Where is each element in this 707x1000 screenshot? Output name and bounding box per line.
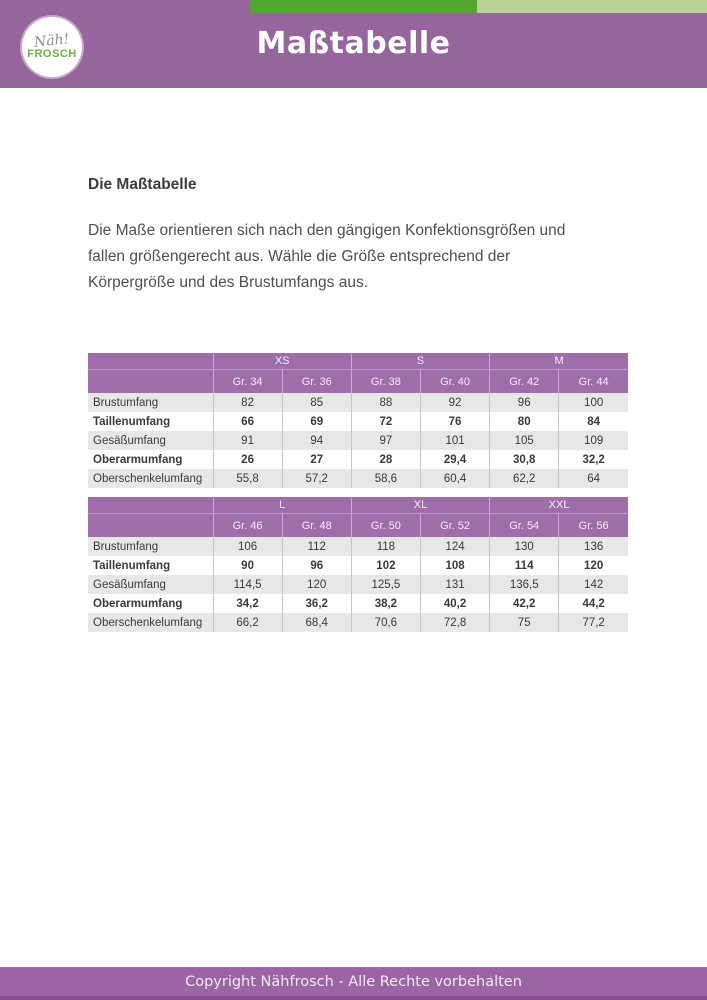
value-cell: 96 [490,393,559,412]
row-label: Oberarmumfang [93,597,183,610]
section-heading: Die Maßtabelle [88,176,197,193]
size-group-l: L [213,497,351,514]
page-header [0,0,707,88]
intro-paragraph: Die Maße orientieren sich nach den gängigen Konfektionsgrößen und fallen größengerecht aus. Wähle die Größe entsprechend der Körpergröße und des Brustumfangs aus. [88,222,566,291]
value-cell: 142 [559,575,628,594]
row-label: Taillenumfang [93,559,171,572]
size-header-cell: Gr. 38 [351,370,420,394]
size-group-xs: XS [213,353,351,370]
value-cell: 66 [213,412,282,431]
value-cell: 102 [351,556,420,575]
value-cell: 90 [213,556,282,575]
value-cell: 120 [282,575,351,594]
size-header-cell: Gr. 44 [559,370,628,394]
value-cell: 44,2 [559,594,628,613]
corner-cell [88,514,213,538]
value-cell: 94 [282,431,351,450]
row-label: Gesäßumfang [93,434,166,447]
value-cell: 62,2 [490,469,559,488]
measurement-table-1 [88,353,628,488]
row-label: Brustumfang [93,396,159,409]
size-group-m: M [490,353,628,370]
value-cell: 72,8 [420,613,489,632]
table-row [88,469,628,488]
value-cell: 60,4 [420,469,489,488]
value-cell: 136,5 [490,575,559,594]
corner-cell [88,497,213,514]
size-header-cell: Gr. 52 [420,514,489,538]
value-cell: 108 [420,556,489,575]
table-row [88,594,628,613]
table-row [88,556,628,575]
value-cell: 120 [559,556,628,575]
logo-script-text: Näh! [33,31,71,51]
value-cell: 29,4 [420,450,489,469]
table-row [88,613,628,632]
corner-cell [88,353,213,370]
value-cell: 92 [420,393,489,412]
value-cell: 66,2 [213,613,282,632]
logo-brand-text: FROSCH [27,48,77,60]
row-label: Oberschenkelumfang [93,616,203,629]
size-header-cell: Gr. 46 [213,514,282,538]
value-cell: 30,8 [490,450,559,469]
value-cell: 85 [282,393,351,412]
value-cell: 77,2 [559,613,628,632]
value-cell: 27 [282,450,351,469]
value-cell: 38,2 [351,594,420,613]
value-cell: 75 [490,613,559,632]
value-cell: 28 [351,450,420,469]
value-cell: 72 [351,412,420,431]
size-header-cell: Gr. 48 [282,514,351,538]
size-header-cell: Gr. 50 [351,514,420,538]
value-cell: 101 [420,431,489,450]
value-cell: 57,2 [282,469,351,488]
value-cell: 68,4 [282,613,351,632]
value-cell: 76 [420,412,489,431]
value-cell: 130 [490,537,559,556]
value-cell: 131 [420,575,489,594]
header-accent-bar [250,0,707,13]
value-cell: 55,8 [213,469,282,488]
value-cell: 118 [351,537,420,556]
value-cell: 40,2 [420,594,489,613]
size-group-s: S [351,353,489,370]
value-cell: 114 [490,556,559,575]
value-cell: 96 [282,556,351,575]
row-label: Taillenumfang [93,415,171,428]
header-accent-dark-green [250,0,477,13]
value-cell: 114,5 [213,575,282,594]
table-row [88,575,628,594]
table-row [88,393,628,412]
size-group-row [88,497,628,514]
size-group-xl: XL [351,497,489,514]
copyright-text: Copyright Nähfrosch - Alle Rechte vorbehalten [185,973,522,990]
table-row [88,412,628,431]
row-label: Oberschenkelumfang [93,472,203,485]
table-row [88,537,628,556]
value-cell: 105 [490,431,559,450]
corner-cell [88,370,213,394]
size-header-cell: Gr. 54 [490,514,559,538]
value-cell: 34,2 [213,594,282,613]
table-row [88,450,628,469]
value-cell: 91 [213,431,282,450]
header-accent-light-green [477,0,707,13]
measurement-table-2 [88,497,628,632]
size-header-cell: Gr. 56 [559,514,628,538]
value-cell: 32,2 [559,450,628,469]
value-cell: 70,6 [351,613,420,632]
size-group-row [88,353,628,370]
size-group-xxl: XXL [490,497,628,514]
size-header-cell: Gr. 42 [490,370,559,394]
page-title: Maßtabelle [256,26,451,61]
row-label: Brustumfang [93,540,159,553]
value-cell: 109 [559,431,628,450]
value-cell: 64 [559,469,628,488]
size-header-cell: Gr. 34 [213,370,282,394]
value-cell: 124 [420,537,489,556]
size-header-row [88,370,628,394]
value-cell: 36,2 [282,594,351,613]
measurement-tables [88,353,628,632]
table-row [88,431,628,450]
page-footer [0,967,707,1000]
row-label: Gesäßumfang [93,578,166,591]
value-cell: 80 [490,412,559,431]
size-header-cell: Gr. 36 [282,370,351,394]
value-cell: 136 [559,537,628,556]
value-cell: 125,5 [351,575,420,594]
value-cell: 42,2 [490,594,559,613]
value-cell: 100 [559,393,628,412]
size-header-row [88,514,628,538]
value-cell: 84 [559,412,628,431]
value-cell: 58,6 [351,469,420,488]
value-cell: 82 [213,393,282,412]
value-cell: 69 [282,412,351,431]
value-cell: 97 [351,431,420,450]
value-cell: 26 [213,450,282,469]
size-header-cell: Gr. 40 [420,370,489,394]
row-label: Oberarmumfang [93,453,183,466]
value-cell: 112 [282,537,351,556]
value-cell: 88 [351,393,420,412]
value-cell: 106 [213,537,282,556]
main-content [88,88,628,632]
